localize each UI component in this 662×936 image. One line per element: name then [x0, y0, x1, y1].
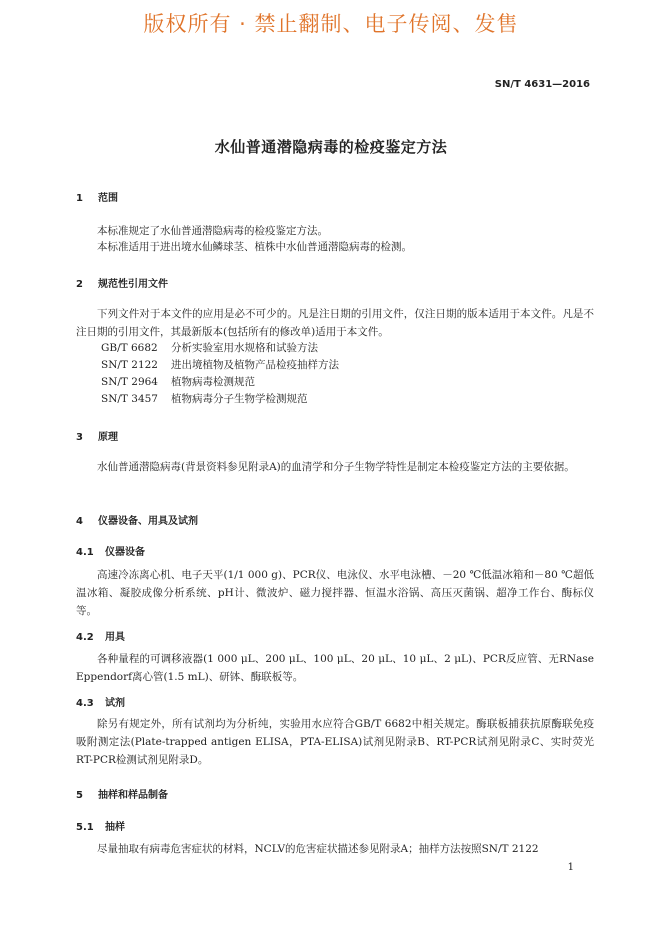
section-heading-5-1	[76, 818, 125, 833]
section-number: 4.2	[76, 632, 94, 643]
section-title: 抽样	[105, 822, 125, 833]
reagents-paragraph: 除另有规定外，所有试剂均为分析纯，实验用水应符合GB/T 6682中相关规定。酶联板捕获抗原酶联免疫吸附测定法(Plate-trapped antigen ELISA，PTA-ELISA)试剂见附录B、RT-PCR试剂见附录C、实时荧光RT-PCR检测试剂见附录D。	[76, 718, 594, 766]
reference-item	[101, 374, 255, 391]
section-title: 试剂	[105, 698, 125, 709]
reference-code: SN/T 3457	[101, 393, 158, 405]
normative-paragraph: 下列文件对于本文件的应用是必不可少的。凡是注日期的引用文件，仅注日期的版本适用于本文件。凡是不注日期的引用文件，其最新版本(包括所有的修改单)适用于本文件。	[76, 308, 594, 338]
scope-paragraph-1: 本标准规定了水仙普通潜隐病毒的检疫鉴定方法。	[97, 225, 328, 237]
reference-item	[101, 340, 318, 357]
reference-code: SN/T 2964	[101, 376, 158, 388]
sampling-paragraph: 尽量抽取有病毒危害症状的材料，NCLV的危害症状描述参见附录A；抽样方法按照SN/T 2122	[97, 843, 539, 855]
section-number: 1	[76, 193, 83, 204]
section-number: 4	[76, 516, 83, 527]
section-heading-1	[76, 189, 118, 204]
section-heading-4-1	[76, 543, 145, 558]
page-number: 1	[567, 862, 574, 873]
reference-item	[101, 391, 308, 408]
section-heading-3	[76, 428, 118, 443]
section-title: 仪器设备、用具及试剂	[98, 516, 198, 527]
reference-item	[101, 357, 339, 374]
section-number: 5	[76, 790, 83, 801]
standard-number: SN/T 4631—2016	[494, 79, 590, 90]
section-heading-4	[76, 512, 198, 527]
section-number: 4.1	[76, 547, 94, 558]
section-title: 用具	[105, 632, 125, 643]
section-heading-5	[76, 786, 168, 801]
section-heading-2	[76, 275, 168, 290]
section-number: 5.1	[76, 822, 94, 833]
document-title: 水仙普通潜隐病毒的检疫鉴定方法	[214, 138, 448, 156]
section-title: 原理	[98, 432, 118, 443]
tools-paragraph: 各种量程的可调移液器(1 000 μL、200 μL、100 μL、20 μL、10 μL、2 μL)、PCR反应管、无RNase Eppendorf离心管(1.5 mL)、研钵、酶联板等。	[76, 653, 594, 683]
section-number: 2	[76, 279, 83, 290]
reference-code: GB/T 6682	[101, 342, 158, 354]
section-title: 仪器设备	[105, 547, 145, 558]
section-number: 3	[76, 432, 83, 443]
section-heading-4-3	[76, 694, 125, 709]
reference-title: 植物病毒分子生物学检测规范	[171, 393, 308, 405]
reference-title: 进出境植物及植物产品检疫抽样方法	[171, 359, 339, 371]
reference-title: 植物病毒检测规范	[171, 376, 255, 388]
equipment-paragraph: 高速冷冻离心机、电子天平(1/1 000 g)、PCR仪、电泳仪、水平电泳槽、－20 ℃低温冰箱和－80 ℃超低温冰箱、凝胶成像分析系统、pH计、微波炉、磁力搅拌器、恒温水浴锅、高压灭菌锅、超净工作台、酶标仪等。	[76, 569, 594, 617]
watermark-banner: 版权所有 · 禁止翻制、电子传阅、发售	[143, 12, 519, 36]
section-title: 范围	[98, 193, 118, 204]
section-title: 规范性引用文件	[98, 279, 168, 290]
section-title: 抽样和样品制备	[98, 790, 168, 801]
principle-paragraph: 水仙普通潜隐病毒(背景资料参见附录A)的血清学和分子生物学特性是制定本检疫鉴定方法的主要依据。	[97, 461, 575, 473]
section-number: 4.3	[76, 698, 94, 709]
reference-code: SN/T 2122	[101, 359, 158, 371]
reference-title: 分析实验室用水规格和试验方法	[171, 342, 318, 354]
scope-paragraph-2: 本标准适用于进出境水仙鳞球茎、植株中水仙普通潜隐病毒的检测。	[97, 241, 412, 253]
section-heading-4-2	[76, 628, 125, 643]
